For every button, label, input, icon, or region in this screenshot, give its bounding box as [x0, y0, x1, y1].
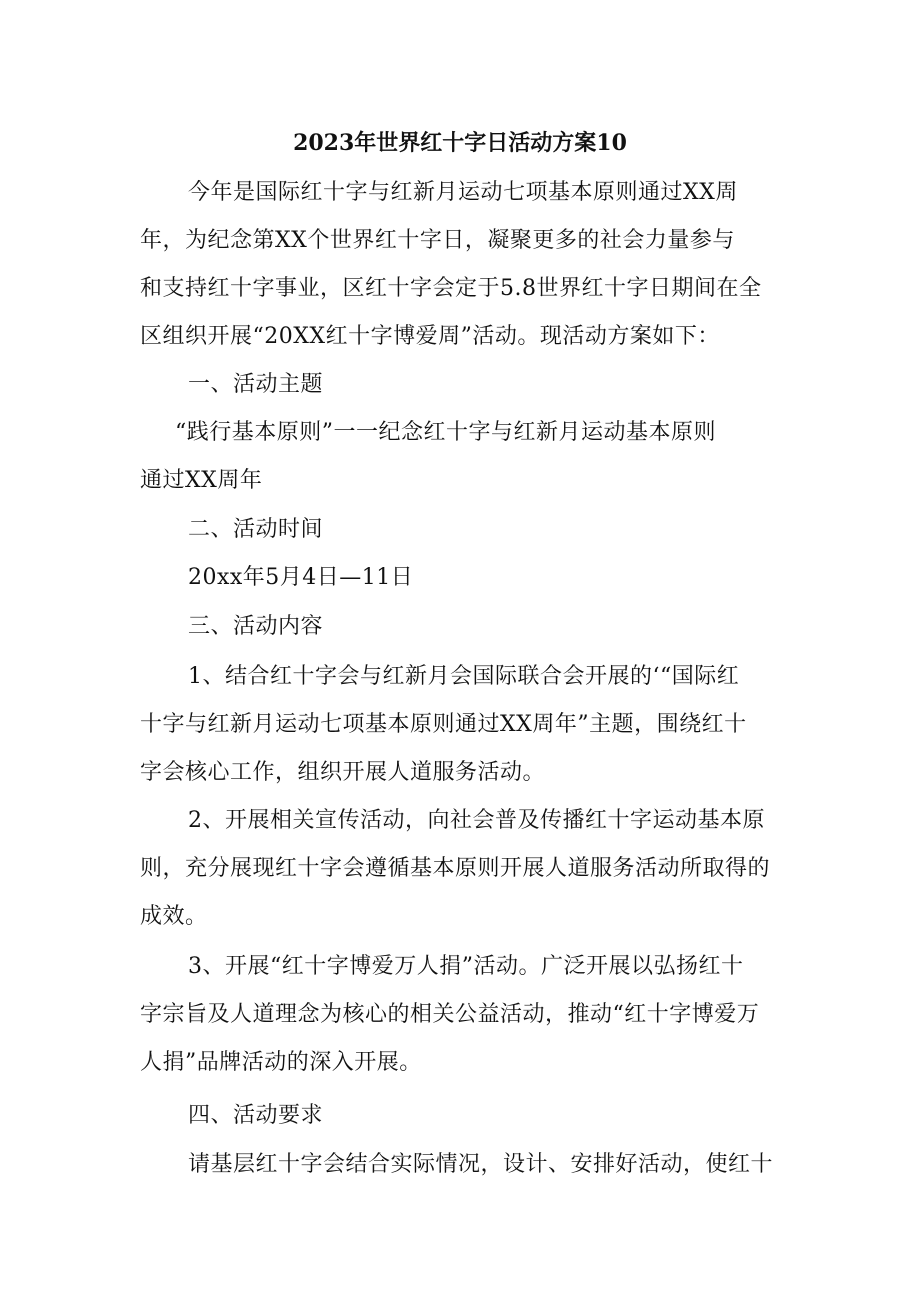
content-item-3-line-2: 字宗旨及人道理念为核心的相关公益活动，推动“红十字博爱万 — [140, 1002, 760, 1027]
theme-line-2: 通过XX周年 — [140, 468, 263, 493]
content-item-2-line-1: 2、开展相关宣传活动，向社会普及传播红十字运动基本原 — [188, 808, 765, 833]
content-item-2-line-2: 则，充分展现红十字会遵循基本原则开展人道服务活动所取得的 — [140, 856, 771, 881]
intro-line-2: 年，为纪念第XX个世界红十字日，凝聚更多的社会力量参与 — [140, 228, 735, 253]
content-item-3-line-1: 3、开展“红十字博爱万人捐”活动。广泛开展以弘扬红十 — [188, 954, 744, 979]
requirements-line-1: 请基层红十字会结合实际情况，设计、安排好活动，使红十 — [188, 1152, 774, 1177]
theme-line-1: “践行基本原则”一一纪念红十字与红新月运动基本原则 — [175, 420, 716, 445]
section-heading-requirements: 四、活动要求 — [188, 1103, 324, 1128]
intro-line-4: 区组织开展“20XX红十字博爱周”活动。现活动方案如下： — [140, 324, 720, 349]
time-line: 20xx年5月4日—11日 — [188, 565, 414, 590]
content-item-1-line-3: 字会核心工作，组织开展人道服务活动。 — [140, 760, 546, 785]
document-title: 2023年世界红十字日活动方案10 — [293, 130, 627, 156]
section-heading-content: 三、活动内容 — [188, 614, 324, 639]
content-item-3-line-3: 人捐”品牌活动的深入开展。 — [140, 1050, 422, 1075]
content-item-1-line-1: 1、结合红十字会与红新月会国际联合会开展的‘“国际红 — [188, 664, 740, 689]
section-heading-time: 二、活动时间 — [188, 517, 324, 542]
content-item-1-line-2: 十字与红新月运动七项基本原则通过XX周年”主题，围绕红十 — [140, 712, 747, 737]
intro-line-3: 和支持红十字事业，区红十字会定于5.8世界红十字日期间在全 — [140, 276, 762, 301]
content-item-2-line-3: 成效。 — [140, 904, 208, 929]
section-heading-theme: 一、活动主题 — [188, 372, 324, 397]
intro-line-1: 今年是国际红十字与红新月运动七项基本原则通过XX周 — [188, 180, 738, 205]
